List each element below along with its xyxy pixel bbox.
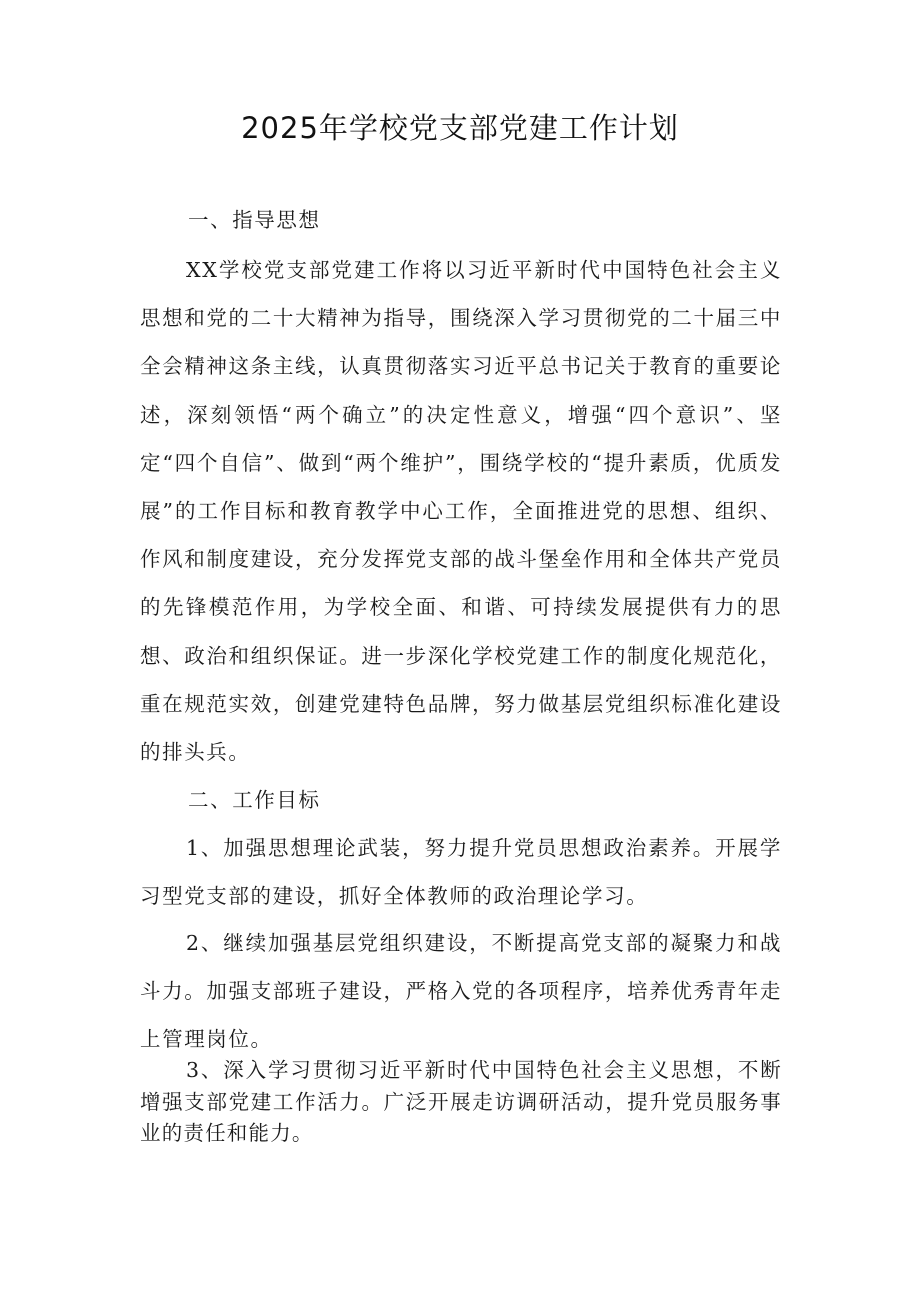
paragraph-goal-2: 2、继续加强基层党组织建设，不断提高党支部的凝聚力和战斗力。加强支部班子建设，严格入党的各项程序，培养优秀青年走上管理岗位。: [140, 931, 782, 1052]
paragraph-goal-1: 1、加强思想理论武装，努力提升党员思想政治素养。开展学习型党支部的建设，抓好全体教师的政治理论学习。: [140, 836, 782, 909]
paragraph-guiding-ideology: XX学校党支部党建工作将以习近平新时代中国特色社会主义思想和党的二十大精神为指导，围绕深入学习贯彻党的二十届三中全会精神这条主线，认真贯彻落实习近平总书记关于教育的重要论述，深刻领悟“两个确立”的决定性意义，增强“四个意识”、坚定“四个自信”、做到“两个维护”，围绕学校的“提升素质，优质发展”的工作目标和教育教学中心工作，全面推进党的思想、组织、作风和制度建设，充分发挥党支部的战斗堡垒作用和全体共产党员的先锋模范作用，为学校全面、和谐、可持续发展提供有力的思想、政治和组织保证。进一步深化学校党建工作的制度化规范化，重在规范实效，创建党建特色品牌，努力做基层党组织标准化建设的排头兵。: [140, 258, 782, 765]
section-heading-work-goals: 二、工作目标: [188, 788, 321, 812]
paragraph-goal-3: 3、深入学习贯彻习近平新时代中国特色社会主义思想，不断增强支部党建工作活力。广泛开展走访调研活动，提升党员服务事业的责任和能力。: [140, 1058, 782, 1145]
section-heading-guiding-ideology: 一、指导思想: [188, 208, 321, 232]
document-title: 2025年学校党支部党建工作计划: [241, 111, 679, 145]
